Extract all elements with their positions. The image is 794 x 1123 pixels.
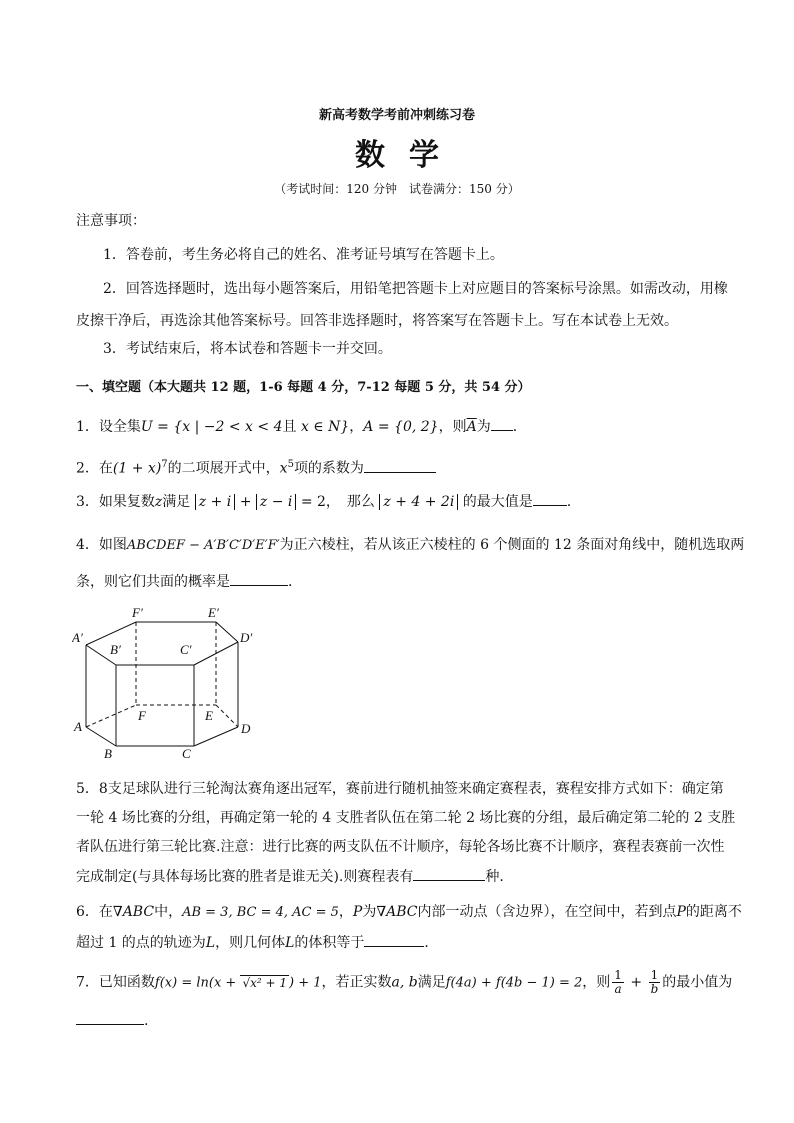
q3-plus: + — [235, 494, 256, 510]
section-heading: 一、填空题（本大题共 12 题，1-6 每题 4 分，7-12 每题 5 分，共 54 分） — [76, 380, 531, 395]
q2-exponent-5: 5 — [287, 459, 294, 470]
q4-prism: ABCDEF − A′B′C′D′E′F′ — [126, 538, 280, 553]
label-e: E — [205, 708, 213, 723]
q7-function: f(x) = ln(x + — [154, 975, 241, 991]
q6-locus-l: L — [205, 935, 216, 951]
q1-answer-blank[interactable] — [491, 416, 513, 431]
label-b-prime: B′ — [110, 642, 121, 657]
q7-frac-b-num: 1 — [649, 969, 661, 983]
q2-text: 2．在 — [76, 460, 113, 477]
q5-answer-blank[interactable] — [413, 866, 485, 881]
q2-x: x — [279, 460, 288, 477]
exam-series-title: 新高考数学考前冲刺练习卷 — [318, 108, 475, 123]
question-5-line-1: 5．8支足球队进行三轮淘汰赛角逐出冠军，赛前进行随机抽签来确定赛程表，赛程安排方式如下：确定第 — [76, 781, 724, 797]
q1-set-u: U — [140, 419, 153, 435]
question-4-line-2 — [76, 571, 726, 593]
q1-comma: ， — [349, 419, 364, 435]
q1-complement: $\overline{A}$ — [466, 419, 477, 435]
q7-text-5: 的最小值为 — [662, 974, 733, 991]
label-a: A — [74, 719, 82, 734]
q6-text-8: 的体积等于 — [294, 935, 365, 951]
q6-point-p: P — [352, 904, 363, 920]
hexagonal-prism-figure — [72, 603, 272, 763]
q6-comma: ， — [338, 904, 353, 920]
q1-is: 为 — [476, 419, 491, 435]
q3-eq: = 2 — [296, 494, 326, 510]
label-f-prime: F′ — [132, 605, 143, 620]
q3-z: z — [154, 494, 163, 510]
notes-heading: 注意事项： — [76, 213, 146, 229]
q7-vars: a, b — [391, 974, 418, 991]
q7-plus: + — [625, 974, 647, 991]
q1-then: ，则 — [438, 419, 467, 435]
q4-answer-blank[interactable] — [230, 571, 288, 586]
q7-sqrt: √x² + 1 — [242, 975, 288, 990]
q4-text-3: 条，则它们共面的概率是 — [76, 574, 230, 590]
q4-text: 4．如图 — [76, 537, 127, 553]
q7-text-4: ，则 — [582, 974, 611, 991]
q6-text: 6．在 — [76, 904, 113, 920]
exam-time-score: （考试时间：120 分钟 试卷满分：150 分） — [274, 182, 520, 196]
q6-text-3: 为 — [362, 904, 377, 920]
q3-text-2: 满足 — [162, 494, 191, 510]
question-3 — [76, 491, 726, 513]
q6-text-2: 中， — [154, 904, 183, 920]
note-item-3: 3．考试结束后，将本试卷和答题卡一并交回。 — [103, 341, 392, 357]
question-7 — [76, 968, 733, 996]
q6-locus-l-2: L — [285, 935, 295, 951]
label-d: D — [241, 721, 251, 736]
q7-frac-a-den: a — [614, 982, 622, 996]
label-e-prime: E′ — [208, 605, 219, 620]
label-c-prime: C′ — [180, 642, 192, 657]
q1-end: ． — [512, 419, 527, 435]
label-d-prime: D′ — [240, 630, 253, 645]
hidden-edge-e-d — [216, 705, 238, 727]
q4-text-2: 为正六棱柱，若从该正六棱柱的 6 个侧面的 12 条面对角线中，随机选取两 — [279, 537, 745, 553]
q1-and: 且 — [282, 419, 297, 435]
q3-text: 3．如果复数 — [76, 494, 155, 510]
q2-exponent: 7 — [161, 459, 168, 470]
q2-text-2: 的二项展开式中， — [167, 460, 280, 477]
q7-text-2: ，若正实数 — [321, 974, 392, 991]
q7-fraction-b — [649, 969, 661, 996]
note-item-2-line-1: 2．回答选择题时，选出每小题答案后，用铅笔把答题卡上对应题目的答案标号涂黑。如需改动，用橡 — [103, 281, 728, 297]
q6-triangle: ∇ABC — [112, 904, 155, 920]
label-b: B — [104, 746, 112, 761]
q7-answer-blank[interactable] — [76, 1010, 144, 1025]
q1-set-u-def: = {x | −2 < x < 4 — [152, 419, 283, 435]
q7-radicand: x² + 1 — [250, 975, 288, 990]
q3-abs-3: z + 4 + 2i — [379, 494, 458, 510]
note-item-2-line-2: 皮擦干净后，再选涂其他答案标号。回答非选择题时，将答案写在答题卡上。写在本试卷上无效。 — [76, 313, 678, 329]
edge-a-b — [86, 727, 116, 746]
question-5-line-2: 一轮 4 场比赛的分组，再确定第一轮的 4 支胜者队伍在第二轮 2 场比赛的分组，最后确定第二轮的 2 支胜 — [76, 810, 736, 826]
q7-text: 7．已知函数 — [76, 974, 155, 991]
q5-text: 完成制定(与具体每场比赛的胜者是谁无关).则赛程表有 — [76, 869, 414, 885]
q2-answer-blank[interactable] — [364, 458, 436, 473]
q3-answer-blank[interactable] — [533, 491, 567, 506]
q3-end: . — [566, 494, 572, 510]
q6-text-7: ，则几何体 — [215, 935, 286, 951]
question-6-line-2 — [76, 932, 726, 954]
hidden-edge-a-f — [86, 705, 136, 727]
q6-text-5: 的距离不 — [685, 904, 742, 920]
label-f: F — [138, 708, 146, 723]
q1-set-a: A — [363, 419, 374, 435]
q7-condition: f(4a) + f(4b − 1) = 2 — [445, 975, 583, 991]
q7-function-end: ) + 1 — [289, 975, 322, 991]
label-a-prime: A′ — [72, 630, 83, 645]
q7-fraction-a — [612, 969, 624, 996]
question-6-line-1 — [76, 901, 742, 924]
question-1 — [76, 416, 726, 438]
q3-abs-2: z − i — [256, 494, 296, 510]
q1-text: 1．设全集 — [76, 419, 141, 435]
subject-title: 数学 — [355, 138, 463, 173]
q1-set-a-def: = {0, 2} — [373, 419, 439, 435]
q2-binomial: (1 + x) — [112, 460, 162, 477]
q7-text-3: 满足 — [417, 974, 446, 991]
label-c: C — [182, 746, 191, 761]
question-4-line-1 — [76, 534, 745, 557]
q6-text-6: 超过 1 的点的轨迹为 — [76, 935, 206, 951]
q2-text-3: 项的系数为 — [293, 460, 364, 477]
q3-abs-1: z + i — [195, 494, 235, 510]
edge-c-d — [194, 727, 238, 746]
q6-sides: AB = 3, BC = 4, AC = 5 — [182, 905, 339, 920]
q6-end: ． — [424, 935, 439, 951]
q7-frac-a-num: 1 — [614, 968, 622, 982]
q6-point-p-2: P — [676, 904, 686, 920]
q4-end: ． — [288, 574, 302, 590]
q6-text-4: 内部一动点（含边界），在空间中，若到点 — [417, 904, 677, 920]
question-5-line-4 — [76, 866, 726, 888]
q3-text-4: 的最大值是 — [462, 494, 533, 510]
question-2 — [76, 454, 726, 480]
q3-text-3: ， 那么 — [325, 494, 375, 510]
q6-answer-blank[interactable] — [364, 932, 424, 947]
q7-frac-b-den: b — [650, 982, 659, 996]
question-7-line-2 — [76, 1010, 726, 1032]
q1-set-u-end: x ∈ N} — [296, 419, 350, 435]
edge-d1-e1 — [216, 622, 238, 642]
note-item-1: 1．答卷前，考生务必将自己的姓名、准考证号填写在答题卡上。 — [103, 247, 504, 263]
q7-end: . — [144, 1013, 149, 1029]
q6-triangle-2: ∇ABC — [376, 904, 418, 920]
question-5-line-3: 者队伍进行第三轮比赛.注意：进行比赛的两支队伍不计顺序，每轮各场比赛不计顺序，赛程表赛前一次性 — [76, 839, 725, 855]
q5-end: 种. — [485, 869, 504, 885]
